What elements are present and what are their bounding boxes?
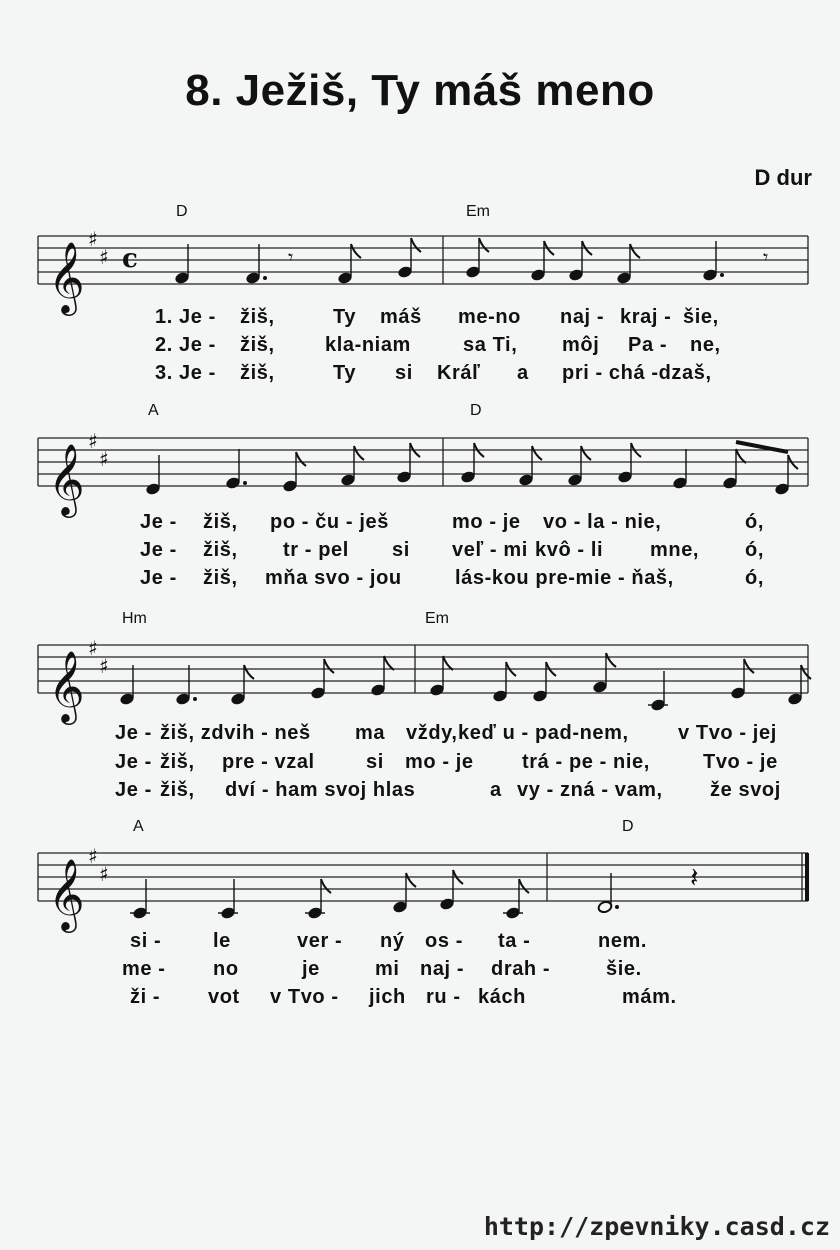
lyric-syllable: šie, — [683, 306, 719, 328]
note — [460, 443, 484, 484]
lyric-syllable: dví - ham svoj hlas — [225, 779, 416, 801]
lyric-syllable: ru - — [426, 986, 461, 1008]
chord-label: A — [148, 402, 159, 419]
note — [175, 665, 197, 706]
note — [702, 241, 724, 282]
sharp-icon: ♯ — [99, 245, 109, 269]
treble-clef-icon: 𝄞 — [48, 649, 85, 722]
note — [230, 665, 254, 706]
note — [218, 879, 238, 920]
note — [370, 656, 394, 697]
sharp-icon: ♯ — [99, 862, 109, 886]
common-time-icon: c — [122, 244, 138, 274]
lyric-syllable: žiš, — [240, 306, 275, 328]
lyric-syllable: máš — [380, 306, 422, 328]
note — [568, 241, 592, 282]
note — [530, 241, 554, 282]
chord-label: A — [133, 818, 144, 835]
lyric-syllable: vy - zná - vam, — [517, 779, 663, 801]
lyric-syllable: si — [395, 362, 413, 384]
lyric-syllable: môj — [562, 334, 600, 356]
note — [774, 455, 798, 496]
lyric-syllable: ma — [355, 722, 386, 744]
lyric-syllable: trá - pe - nie, — [522, 751, 650, 773]
lyric-syllable: ne, — [690, 334, 721, 356]
note — [503, 879, 529, 920]
lyric-syllable: tr - pel — [283, 539, 349, 561]
lyric-syllable: ný — [380, 930, 405, 952]
svg-text:𝄽: 𝄽 — [690, 861, 699, 894]
lyric-syllable: je — [302, 958, 320, 980]
lyric-syllable: sa Ti, — [463, 334, 518, 356]
svg-text:𝄾: 𝄾 — [288, 245, 294, 269]
lyric-syllable: vo - la - nie, — [543, 511, 662, 533]
lyric-syllable: po - ču - ješ — [270, 511, 389, 533]
lyric-syllable: že svoj — [710, 779, 781, 801]
sharp-icon: ♯ — [88, 636, 98, 660]
lyric-syllable: ver - — [297, 930, 343, 952]
lyric-syllable: si — [366, 751, 384, 773]
note — [439, 870, 463, 911]
lyric-syllable: si - — [130, 930, 162, 952]
lyric-syllable: vot — [208, 986, 240, 1008]
staff — [38, 636, 808, 725]
source-url: http://zpevniky.casd.cz — [483, 1212, 830, 1241]
lyric-syllable: kách — [478, 986, 526, 1008]
lyric-syllable: žiš, zdvih - neš — [160, 722, 311, 744]
chord-label: Hm — [122, 610, 147, 627]
note — [225, 449, 247, 490]
lyric-syllable: v Tvo - jej — [678, 722, 777, 744]
lyric-syllable: žiš, — [240, 362, 275, 384]
staff — [38, 227, 808, 316]
note — [429, 656, 453, 697]
lyric-syllable: si — [392, 539, 410, 561]
lyric-syllable: Je - — [115, 779, 152, 801]
note — [130, 879, 150, 920]
lyric-syllable: ó, — [745, 567, 764, 589]
note — [340, 446, 364, 487]
note — [616, 244, 640, 285]
lyric-syllable: Je - — [115, 751, 152, 773]
lyric-syllable: pri - chá -dzaš, — [562, 362, 712, 384]
lyric-syllable: a — [490, 779, 502, 801]
chord-label: D — [622, 818, 634, 835]
lyric-syllable: me-no — [458, 306, 521, 328]
eighth-rest-icon — [288, 245, 293, 269]
note — [567, 446, 591, 487]
lyric-syllable: žiš, — [160, 779, 195, 801]
treble-clef-icon: 𝄞 — [48, 857, 85, 930]
note — [492, 662, 516, 703]
lyric-syllable: kraj - — [620, 306, 672, 328]
note — [396, 443, 420, 484]
note — [648, 671, 668, 712]
lyric-syllable: žiš, — [203, 567, 238, 589]
lyric-syllable: vždy, — [406, 722, 458, 744]
lyric-syllable: Ty — [333, 306, 357, 328]
lyric-syllable: le — [213, 930, 231, 952]
lyric-syllable: žiš, — [160, 751, 195, 773]
song-title: 8. Ježiš, Ty máš meno — [185, 66, 655, 115]
sharp-icon: ♯ — [88, 227, 98, 251]
staff — [38, 429, 808, 518]
note — [145, 455, 160, 496]
lyric-syllable: lás-kou pre-mie - ňaš, — [455, 567, 674, 589]
lyric-syllable: kla-niam — [325, 334, 411, 356]
lyric-syllable: mne, — [650, 539, 700, 561]
lyric-syllable: v Tvo - — [270, 986, 339, 1008]
chord-label: D — [470, 402, 482, 419]
lyric-syllable: mo - je — [405, 751, 474, 773]
note — [119, 665, 134, 706]
lyric-syllable: Je - — [140, 567, 177, 589]
lyric-syllable: ta - — [498, 930, 531, 952]
lyric-syllable: Pa - — [628, 334, 668, 356]
lyric-syllable: žiš, — [240, 334, 275, 356]
lyric-syllable: žiš, — [203, 511, 238, 533]
lyric-syllable: nem. — [598, 930, 648, 952]
lyric-syllable: žiš, — [203, 539, 238, 561]
lyric-syllable: Je - — [140, 511, 177, 533]
chord-label: D — [176, 203, 188, 220]
note — [174, 244, 189, 285]
lyric-syllable: drah - — [491, 958, 551, 980]
key-signature-label: D dur — [754, 165, 812, 190]
note — [392, 873, 416, 914]
lyric-syllable: Je - — [115, 722, 152, 744]
lyric-syllable: 3. Je - — [155, 362, 216, 384]
note — [597, 873, 619, 914]
chord-label: Em — [425, 610, 449, 627]
lyric-syllable: 1. Je - — [155, 306, 216, 328]
lyric-syllable: naj - — [560, 306, 605, 328]
note — [337, 244, 361, 285]
eighth-rest-icon — [763, 245, 768, 269]
lyric-syllable: me - — [122, 958, 166, 980]
sharp-icon: ♯ — [99, 447, 109, 471]
treble-clef-icon: 𝄞 — [48, 240, 85, 313]
note — [617, 443, 641, 484]
lyric-syllable: šie. — [606, 958, 642, 980]
lyric-syllable: Kráľ — [437, 362, 481, 384]
lyric-syllable: mi — [375, 958, 400, 980]
note — [305, 879, 331, 920]
lyric-syllable: no — [213, 958, 239, 980]
treble-clef-icon: 𝄞 — [48, 442, 85, 515]
note — [245, 244, 267, 285]
lyric-syllable: keď u - pad-nem, — [458, 722, 629, 744]
sharp-icon: ♯ — [88, 429, 98, 453]
note — [672, 449, 687, 490]
lyric-syllable: ó, — [745, 539, 764, 561]
note — [518, 446, 542, 487]
lyric-syllable: ó, — [745, 511, 764, 533]
lyric-syllable: naj - — [420, 958, 465, 980]
lyric-syllable: ži - — [130, 986, 161, 1008]
lyric-syllable: jich — [369, 986, 406, 1008]
svg-text:𝄾: 𝄾 — [763, 245, 769, 269]
note — [532, 662, 556, 703]
lyric-syllable: mo - je — [452, 511, 521, 533]
lyric-syllable: 2. Je - — [155, 334, 216, 356]
quarter-rest-icon — [690, 861, 699, 894]
note — [722, 449, 746, 490]
lyric-syllable: veľ - mi — [452, 539, 528, 561]
lyric-syllable: a — [517, 362, 529, 384]
lyric-syllable: pre - vzal — [222, 751, 315, 773]
note — [592, 653, 616, 694]
lyric-syllable: Ty — [333, 362, 357, 384]
lyric-syllable: mám. — [622, 986, 677, 1008]
sharp-icon: ♯ — [88, 844, 98, 868]
lyric-syllable: mňa svo - jou — [265, 567, 402, 589]
lyric-syllable: kvô - li — [535, 539, 604, 561]
lyric-syllable: os - — [425, 930, 463, 952]
chord-label: Em — [466, 203, 490, 220]
sharp-icon: ♯ — [99, 654, 109, 678]
lyric-syllable: Je - — [140, 539, 177, 561]
lyric-syllable: Tvo - je — [703, 751, 778, 773]
